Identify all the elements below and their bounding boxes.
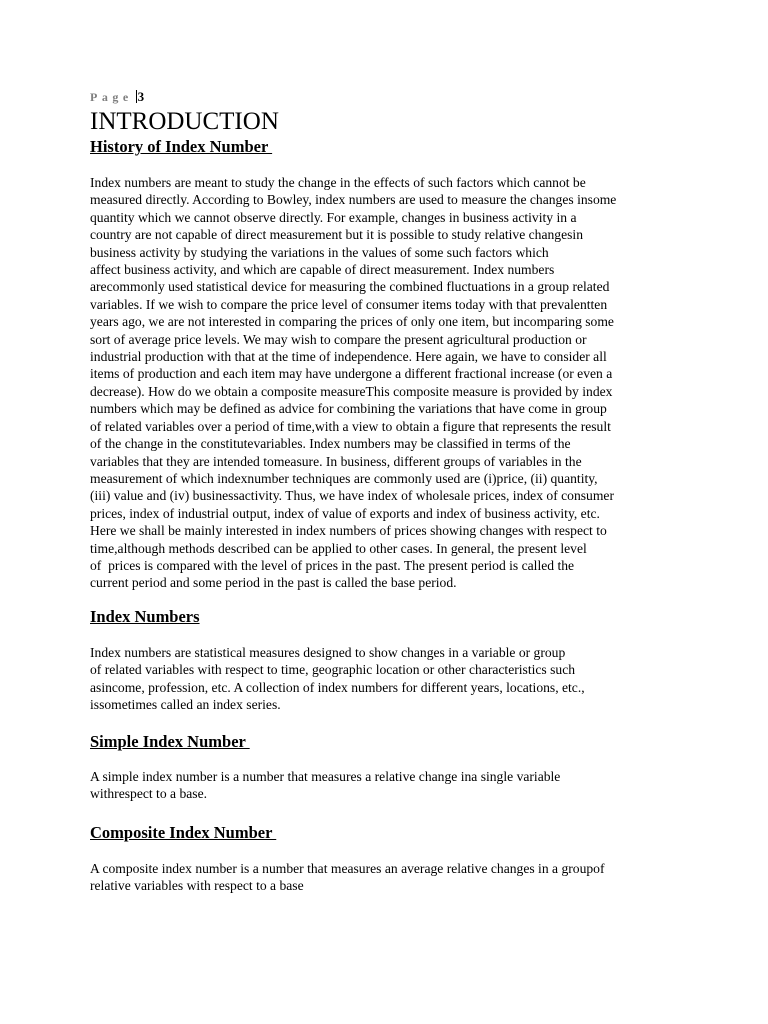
paragraph-line: arecommonly used statistical device for measuring the combined fluctuations in a group related (90, 279, 610, 295)
page-separator (136, 90, 137, 103)
paragraph-line: affect business activity, and which are capable of direct measurement. Index numbers (90, 262, 555, 278)
section-heading-simple-index: Simple Index Number (90, 732, 250, 751)
paragraph-line: A composite index number is a number that measures an average relative changes in a groupof (90, 861, 605, 876)
paragraph-line: decrease). How do we obtain a composite measureThis composite measure is provided by index (90, 383, 613, 399)
paragraph-line: A simple index number is a number that measures a relative change ina single variable (90, 769, 561, 784)
paragraph-line: years ago, we are not interested in comparing the prices of only one item, but incomparing some (90, 314, 614, 330)
paragraph-line: quantity which we cannot observe directly. For example, changes in business activity in a (90, 209, 577, 225)
paragraph-line: current period and some period in the past is called the base period. (90, 575, 457, 591)
page-title: INTRODUCTION (90, 108, 279, 135)
paragraph-line: measurement of which indexnumber techniques are commonly used are (i)price, (ii) quantity, (90, 470, 598, 486)
paragraph-line: asincome, profession, etc. A collection of index numbers for different years, locations, etc., (90, 679, 585, 695)
section-body-index-numbers (90, 644, 690, 714)
paragraph-line: of related variables with respect to time, geographic location or other characteristics such (90, 662, 576, 678)
page-label: Page (90, 90, 133, 104)
page-number: 3 (137, 89, 145, 104)
section-heading-composite-index: Composite Index Number (90, 823, 277, 842)
paragraph-line: issometimes called an index series. (90, 697, 281, 713)
section-body-simple-index (90, 768, 690, 803)
paragraph-line: relative variables with respect to a base (90, 878, 304, 894)
paragraph-line: sort of average price levels. We may wish to compare the present agricultural production or (90, 331, 587, 347)
paragraph-line: business activity by studying the variations in the values of some such factors which (90, 244, 549, 260)
paragraph-line: of prices is compared with the level of prices in the past. The present period is called the (90, 557, 575, 573)
paragraph-line: time,although methods described can be applied to other cases. In general, the present level (90, 540, 587, 556)
section-heading-index-numbers: Index Numbers (90, 607, 200, 626)
paragraph-line: items of production and each item may have undergone a different fractional increase (or even a (90, 366, 613, 382)
section-body-history (90, 174, 690, 592)
paragraph-line: numbers which may be defined as advice for combining the variations that have come in group (90, 401, 607, 417)
section-heading-history: History of Index Number (90, 137, 273, 156)
paragraph-line: withrespect to a base. (90, 786, 208, 802)
paragraph-line: industrial production with that at the time of independence. Here again, we have to consider all (90, 349, 607, 365)
paragraph-line: prices, index of industrial output, index of value of exports and index of business activity, etc. (90, 505, 600, 521)
paragraph-line: Here we shall be mainly interested in index numbers of prices showing changes with respect to (90, 523, 607, 539)
paragraph-line: variables. If we wish to compare the price level of consumer items today with that prevalentten (90, 296, 608, 312)
paragraph-line: Index numbers are statistical measures designed to show changes in a variable or group (90, 645, 566, 660)
page-number-header (90, 89, 144, 105)
paragraph-line: measured directly. According to Bowley, index numbers are used to measure the changes insome (90, 192, 617, 208)
section-body-composite-index (90, 860, 690, 895)
paragraph-line: of the change in the constitutevariables. Index numbers may be classified in terms of the (90, 436, 571, 452)
paragraph-line: Index numbers are meant to study the change in the effects of such factors which cannot be (90, 175, 586, 190)
paragraph-line: of related variables over a period of time,with a view to obtain a figure that represents the result (90, 418, 611, 434)
paragraph-line: (iii) value and (iv) businessactivity. Thus, we have index of wholesale prices, index of consumer (90, 488, 614, 504)
paragraph-line: country are not capable of direct measurement but it is possible to study relative changesin (90, 227, 583, 243)
paragraph-line: variables that they are intended tomeasure. In business, different groups of variables in the (90, 453, 582, 469)
